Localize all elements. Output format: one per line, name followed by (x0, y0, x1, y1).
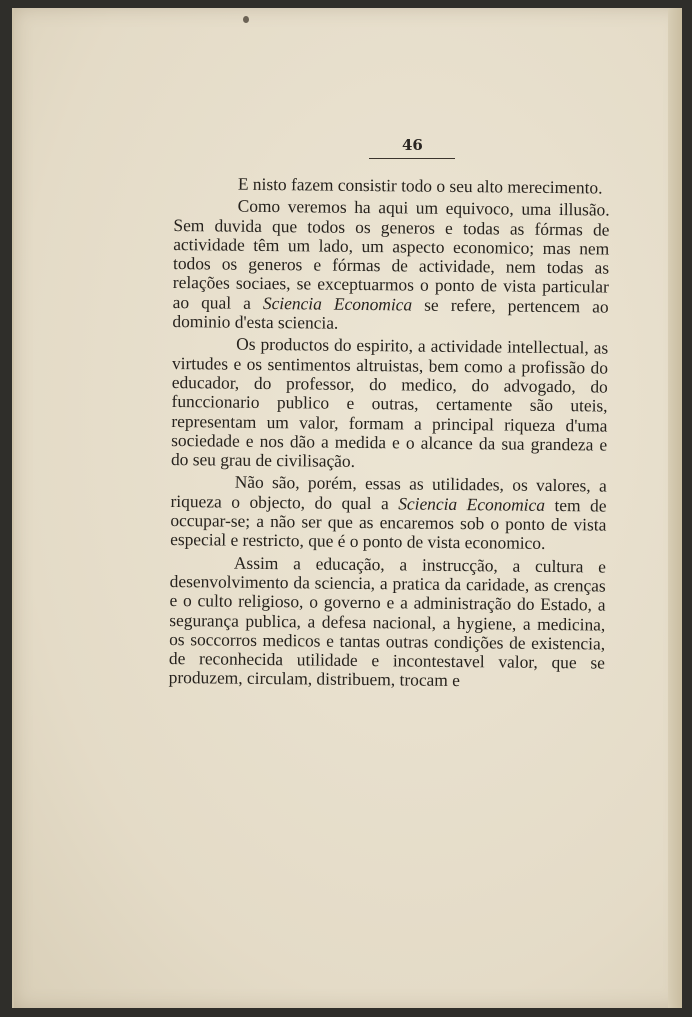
paragraph-3 (171, 334, 608, 474)
paragraph-1-text: E nisto fazem consistir todo o seu alto merecimento. (237, 173, 603, 198)
binding-hole (243, 16, 249, 23)
paragraph-5 (169, 553, 606, 693)
paragraph-4-italic-term: Sciencia Economica (398, 493, 546, 515)
body-text (169, 174, 610, 695)
page-number-rule (369, 158, 455, 159)
paragraph-3-text: Os productos do espirito, a actividade intellectual, as virtudes e os sentimentos altruistas, bem como a profissão do educador, do professor, do medico, do advogado, do funccionario publico e outras, certamente são uteis, representam um valor, formam a principal riqueza d'uma sociedade e nos dão a medida e o alcance da sua grandeza e do seu grau de civilisação. (170, 334, 609, 472)
paragraph-4-text-end: tem de occupar-se; a não ser que as encaremos sob o ponto de vista especial e restricto, que é o ponto de vista economico. (170, 494, 607, 554)
paragraph-2-text-end: se refere, pertencem ao dominio d'esta sciencia. (172, 294, 609, 333)
page-number: 46 (402, 136, 423, 154)
paragraph-5-text: Assim a educação, a instrucção, a cultura e desenvolvimento da sciencia, a pratica da caridade, as crenças e o culto religioso, o governo e a administração do Estado, a segurança publica, a defesa nacional, a hygiene, a medicina, os soccorros medicos e tantas outras condições de existencia, de reconhecida utilidade e incontestavel valor, que se produzem, circulam, distribuem, trocam e (168, 552, 607, 691)
paragraph-4 (170, 472, 607, 554)
page-edge (668, 8, 682, 1008)
paragraph-2 (172, 196, 609, 336)
paragraph-1 (174, 174, 610, 198)
paragraph-4-text-start: Não são, porém, essas as utilidades, os valores, a riqueza o objecto, do qual a (170, 472, 607, 514)
paragraph-2-text-start: Como veremos ha aqui um equivoco, uma illusão. Sem duvida que todos os generos e todas as fórmas de actividade têm um lado, um aspecto economico; mas nem todos os generos e fórmas de actividade, nem todas as relações sociaes, se exceptuarmos o ponto de vista particular ao qual a (172, 195, 610, 313)
paragraph-2-italic-term: Sciencia Economica (262, 292, 413, 315)
book-page (12, 8, 682, 1008)
